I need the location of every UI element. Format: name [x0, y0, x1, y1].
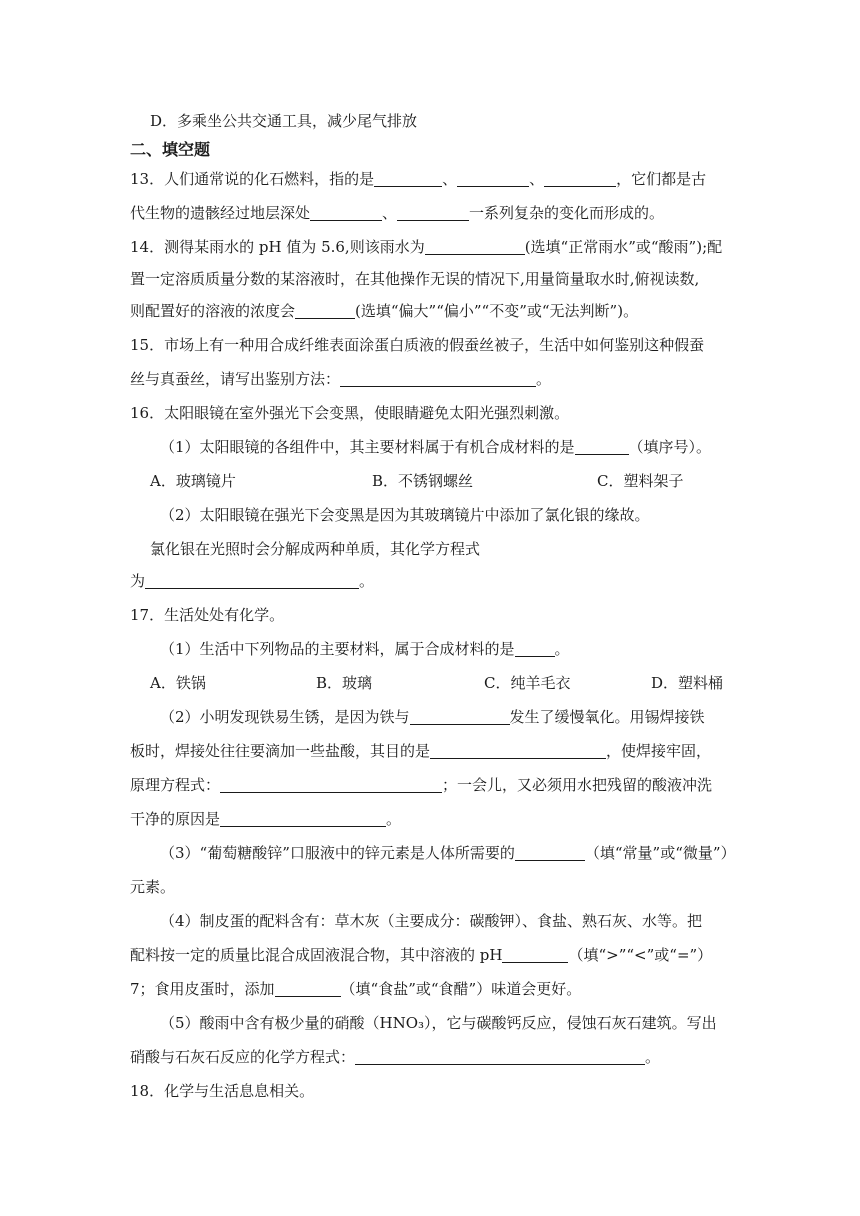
answer-blank[interactable] — [544, 170, 616, 187]
answer-blank[interactable] — [425, 238, 525, 255]
q16-option-a: A．玻璃镜片 — [150, 472, 236, 490]
answer-blank[interactable] — [430, 742, 606, 759]
q13-text: 代生物的遗骸经过地层深处 — [130, 204, 311, 222]
question-17-part-2-line-4 — [130, 808, 730, 830]
question-17-part-4-line-2 — [130, 944, 730, 966]
question-14-line-3 — [130, 300, 730, 322]
question-17-part-4-line-1: （4）制皮蛋的配料含有：草木灰（主要成分：碳酸钾）、食盐、熟石灰、水等。把 — [160, 912, 703, 930]
question-17-part-2-line-1 — [160, 706, 760, 728]
question-16-part-2-line-2: 氯化银在光照时会分解成两种单质，其化学方程式 — [150, 540, 481, 558]
answer-blank[interactable] — [457, 170, 529, 187]
q14-text: 14．测得某雨水的 pH 值为 5.6,则该雨水为 — [130, 238, 425, 256]
q17-text: 。 — [386, 810, 402, 828]
question-17-part-3-line-2: 元素。 — [130, 878, 176, 896]
q15-text: 。 — [536, 370, 552, 388]
q17-text: 。 — [645, 1048, 661, 1066]
q17-option-c: C．纯羊毛衣 — [484, 674, 571, 692]
q16-text: （填序号）。 — [628, 438, 712, 456]
q16-option-b: B．不锈钢螺丝 — [372, 472, 474, 490]
q14-text: 则配置好的溶液的浓度会 — [130, 302, 296, 320]
question-17-part-2-line-2 — [130, 740, 730, 762]
question-17-part-1 — [160, 638, 760, 660]
q17-text: 配料按一定的质量比混合成固液混合物，其中溶液的 pH — [130, 946, 503, 964]
q17-text: 发生了缓慢氧化。用锡焊接铁 — [509, 708, 705, 726]
q16-option-c: C．塑料架子 — [597, 472, 684, 490]
q14-text: (选填“偏大”“偏小”“不变”或“无法判断”)。 — [355, 302, 639, 320]
q17-text: 。 — [554, 640, 570, 658]
q17-option-b: B．玻璃 — [316, 674, 373, 692]
q17-text: ，使焊接牢固， — [606, 742, 712, 760]
q13-separator: 、 — [529, 170, 545, 188]
answer-blank[interactable] — [515, 844, 585, 861]
q17-text: （1）生活中下列物品的主要材料，属于合成材料的是 — [160, 640, 515, 658]
q17-text: ；一会儿，又必须用水把残留的酸液冲洗 — [442, 776, 713, 794]
q17-text: （填“食盐”或“食醋”）味道会更好。 — [340, 980, 582, 998]
q17-text: （填“常量”或“微量”） — [584, 844, 736, 862]
question-13-line-1 — [130, 168, 730, 190]
q17-option-d: D．塑料桶 — [651, 674, 724, 692]
q13-text: ，它们都是古 — [616, 170, 707, 188]
question-16-part-2: （2）太阳眼镜在强光下会变黑是因为其玻璃镜片中添加了氯化银的缘故。 — [160, 506, 650, 524]
answer-blank[interactable] — [410, 708, 510, 725]
q14-text: (选填“正常雨水”或“酸雨”);配 — [524, 238, 723, 256]
q13-text: 一系列复杂的变化而形成的。 — [469, 204, 665, 222]
answer-blank[interactable] — [397, 204, 469, 221]
q16-text: （1）太阳眼镜的各组件中，其主要材料属于有机合成材料的是 — [160, 438, 575, 456]
answer-blank[interactable] — [310, 204, 382, 221]
q17-text: 硝酸与石灰石反应的化学方程式： — [130, 1048, 356, 1066]
q17-text: 7；食用皮蛋时，添加 — [130, 980, 275, 998]
q17-text: 原理方程式： — [130, 776, 221, 794]
question-12-option-d: D．多乘坐公共交通工具，减少尾气排放 — [150, 112, 418, 130]
question-17-part-2-line-3 — [130, 774, 730, 796]
q17-text: （填“>”“<”或“=”） — [568, 946, 713, 964]
question-18-stem: 18．化学与生活息息相关。 — [130, 1082, 315, 1100]
q17-text: 板时，焊接处往往要滴加一些盐酸，其目的是 — [130, 742, 431, 760]
answer-blank[interactable] — [502, 946, 568, 963]
q13-separator: 、 — [382, 204, 398, 222]
question-17-part-5-line-1: （5）酸雨中含有极少量的硝酸（HNO₃），它与碳酸钙反应，侵蚀石灰石建筑。写出 — [160, 1014, 717, 1032]
question-16-stem: 16．太阳眼镜在室外强光下会变黑，使眼睛避免太阳光强烈刺激。 — [130, 404, 570, 422]
answer-blank[interactable] — [220, 810, 386, 827]
q13-separator: 、 — [442, 170, 458, 188]
q17-text: 干净的原因是 — [130, 810, 221, 828]
q17-option-a: A．铁锅 — [150, 674, 206, 692]
question-16-part-2-line-3 — [130, 570, 730, 592]
q16-text: 。 — [359, 572, 375, 590]
answer-blank[interactable] — [220, 776, 442, 793]
question-15-line-2 — [130, 368, 730, 390]
answer-blank[interactable] — [374, 170, 442, 187]
answer-blank[interactable] — [340, 370, 536, 387]
answer-blank[interactable] — [295, 302, 355, 319]
q17-text: （3）“葡萄糖酸锌”口服液中的锌元素是人体所需要的 — [160, 844, 515, 862]
answer-blank[interactable] — [575, 438, 629, 455]
q17-text: （2）小明发现铁易生锈，是因为铁与 — [160, 708, 410, 726]
question-13-line-2 — [130, 202, 730, 224]
question-15-line-1: 15．市场上有一种用合成纤维表面涂蛋白质液的假蚕丝被子，生活中如何鉴别这种假蚕 — [130, 336, 705, 354]
answer-blank[interactable] — [515, 640, 555, 657]
answer-blank[interactable] — [355, 1048, 645, 1065]
question-17-part-5-line-2 — [130, 1046, 730, 1068]
question-17-part-3-line-1 — [160, 842, 760, 864]
answer-blank[interactable] — [275, 980, 341, 997]
question-17-part-4-line-3 — [130, 978, 730, 1000]
q16-text: 为 — [130, 572, 146, 590]
answer-blank[interactable] — [145, 572, 359, 589]
question-14-line-1 — [130, 236, 730, 258]
q15-text: 丝与真蚕丝，请写出鉴别方法： — [130, 370, 341, 388]
q13-text: 13．人们通常说的化石燃料，指的是 — [130, 170, 375, 188]
question-16-part-1 — [160, 436, 760, 458]
section-heading: 二、填空题 — [130, 140, 211, 159]
question-17-stem: 17．生活处处有化学。 — [130, 606, 285, 624]
question-14-line-2: 置一定溶质质量分数的某溶液时，在其他操作无误的情况下,用量筒量取水时,俯视读数, — [130, 270, 700, 288]
